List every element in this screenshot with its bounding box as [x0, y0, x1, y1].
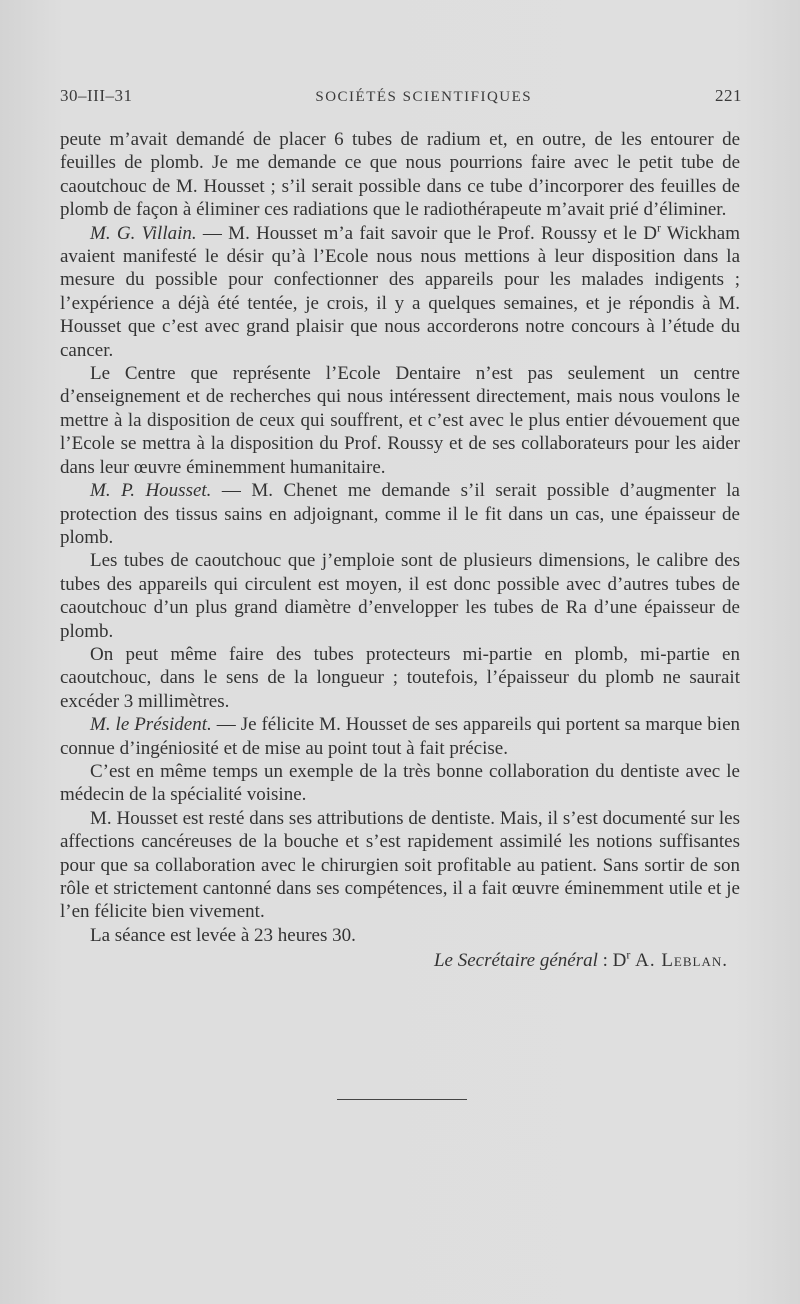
paragraph — [60, 713, 740, 760]
header-date: 30–III–31 — [60, 86, 133, 105]
paragraph-text: — Je félicite M. Housset de ses appareils qui portent sa marque bien connue d’ingéniosité et de mise au point tout à fait précise. — [60, 714, 741, 759]
page-number: 221 — [715, 86, 742, 105]
signature-separator: : — [597, 950, 613, 972]
signature-role: Le Secrétaire général — [433, 950, 598, 972]
superscript: r — [656, 220, 661, 235]
body-text — [60, 128, 740, 973]
paragraph — [60, 222, 740, 362]
signature-title: D — [612, 950, 627, 972]
paragraph — [60, 760, 740, 807]
paragraph-text: peute m’avait demandé de placer 6 tubes de radium et, en outre, de les entourer de feuilles de plomb. Je me demande ce que nous pourrions faire avec le petit tube de caoutchouc de M. Housset ; s’il serait possible dans ce tube d’incorporer des feuilles de plomb de façon à éliminer ces radiations que le radiothérapeute m’avait prié d’éliminer. — [60, 129, 740, 221]
paragraph-text-continued: Wickham avaient manifesté le désir qu’à l’Ecole nous nous mettions à leur disposition dans la mesure du possible pour confectionner des appareils pour les malades indigents ; l’expérience a déjà été tentée, je crois, il y a quelques semaines, et je répondis à M. Housset que c’est avec grand plaisir que nous accorderons notre concours à l’étude du cancer. — [60, 222, 740, 361]
speaker-name: M. le Président. — [90, 714, 212, 736]
paragraph — [60, 128, 740, 222]
paragraph-text: Les tubes de caoutchouc que j’emploie sont de plusieurs dimensions, le calibre des tubes des appareils qui circulent est moyen, il est donc possible avec d’autres tubes de caoutchouc d’un plus grand diamètre d’envelopper les tubes de Ra d’une épaisseur de plomb. — [60, 550, 740, 642]
paragraph-text: La séance est levée à 23 heures 30. — [90, 924, 356, 946]
paragraph-text: M. Housset est resté dans ses attributions de dentiste. Mais, il s’est documenté sur les affections cancéreuses de la bouche et s’est rapidement assimilé les notions suffisantes pour que sa collaboration avec le chirurgien soit profitable au patient. Sans sortir de son rôle et strictement cantonné dans ses compétences, il a fait œuvre éminemment utile et je l’en félicite bien vivement. — [60, 807, 740, 923]
speaker-name: M. G. Villain. — [90, 222, 197, 244]
paragraph — [60, 362, 740, 479]
signature-name: A. Leblan. — [630, 950, 728, 972]
speaker-name: M. P. Housset. — [90, 480, 212, 502]
paragraph — [60, 479, 740, 549]
paragraph — [60, 643, 740, 713]
header-title: SOCIÉTÉS SCIENTIFIQUES — [315, 89, 533, 105]
paragraph-text: Le Centre que représente l’Ecole Dentaire n’est pas seulement un centre d’enseignement et de recherches qui nous intéressent directement, mais nous voulons le mettre à la disposition de ceux qui souffrent, et c’est avec le plus entier dévouement que l’Ecole se mettra à la disposition du Prof. Roussy et de ses collaborateurs pour les aider dans leur œuvre éminemment humanitaire. — [60, 363, 740, 478]
paragraph — [60, 924, 740, 947]
paragraph — [60, 807, 740, 924]
paragraph-text: — M. Housset m’a fait savoir que le Prof. Roussy et le D — [196, 222, 657, 244]
signature — [60, 949, 740, 972]
paragraph-text: C’est en même temps un exemple de la très bonne collaboration du dentiste avec le médecin de la spécialité voisine. — [60, 760, 740, 806]
paragraph — [60, 549, 740, 643]
signature-title-sup: r — [626, 947, 631, 962]
end-rule — [337, 1099, 467, 1100]
running-header — [60, 86, 742, 110]
paragraph-text: On peut même faire des tubes protecteurs mi-partie en plomb, mi-partie en caoutchouc, dans le sens de la longueur ; toutefois, l’épaisseur du plomb ne saurait excéder 3 millimètres. — [60, 643, 740, 712]
paragraph-text: — M. Chenet me demande s’il serait possible d’augmenter la protection des tissus sains en adjoignant, comme il le fit dans un cas, une épaisseur de plomb. — [60, 480, 740, 548]
